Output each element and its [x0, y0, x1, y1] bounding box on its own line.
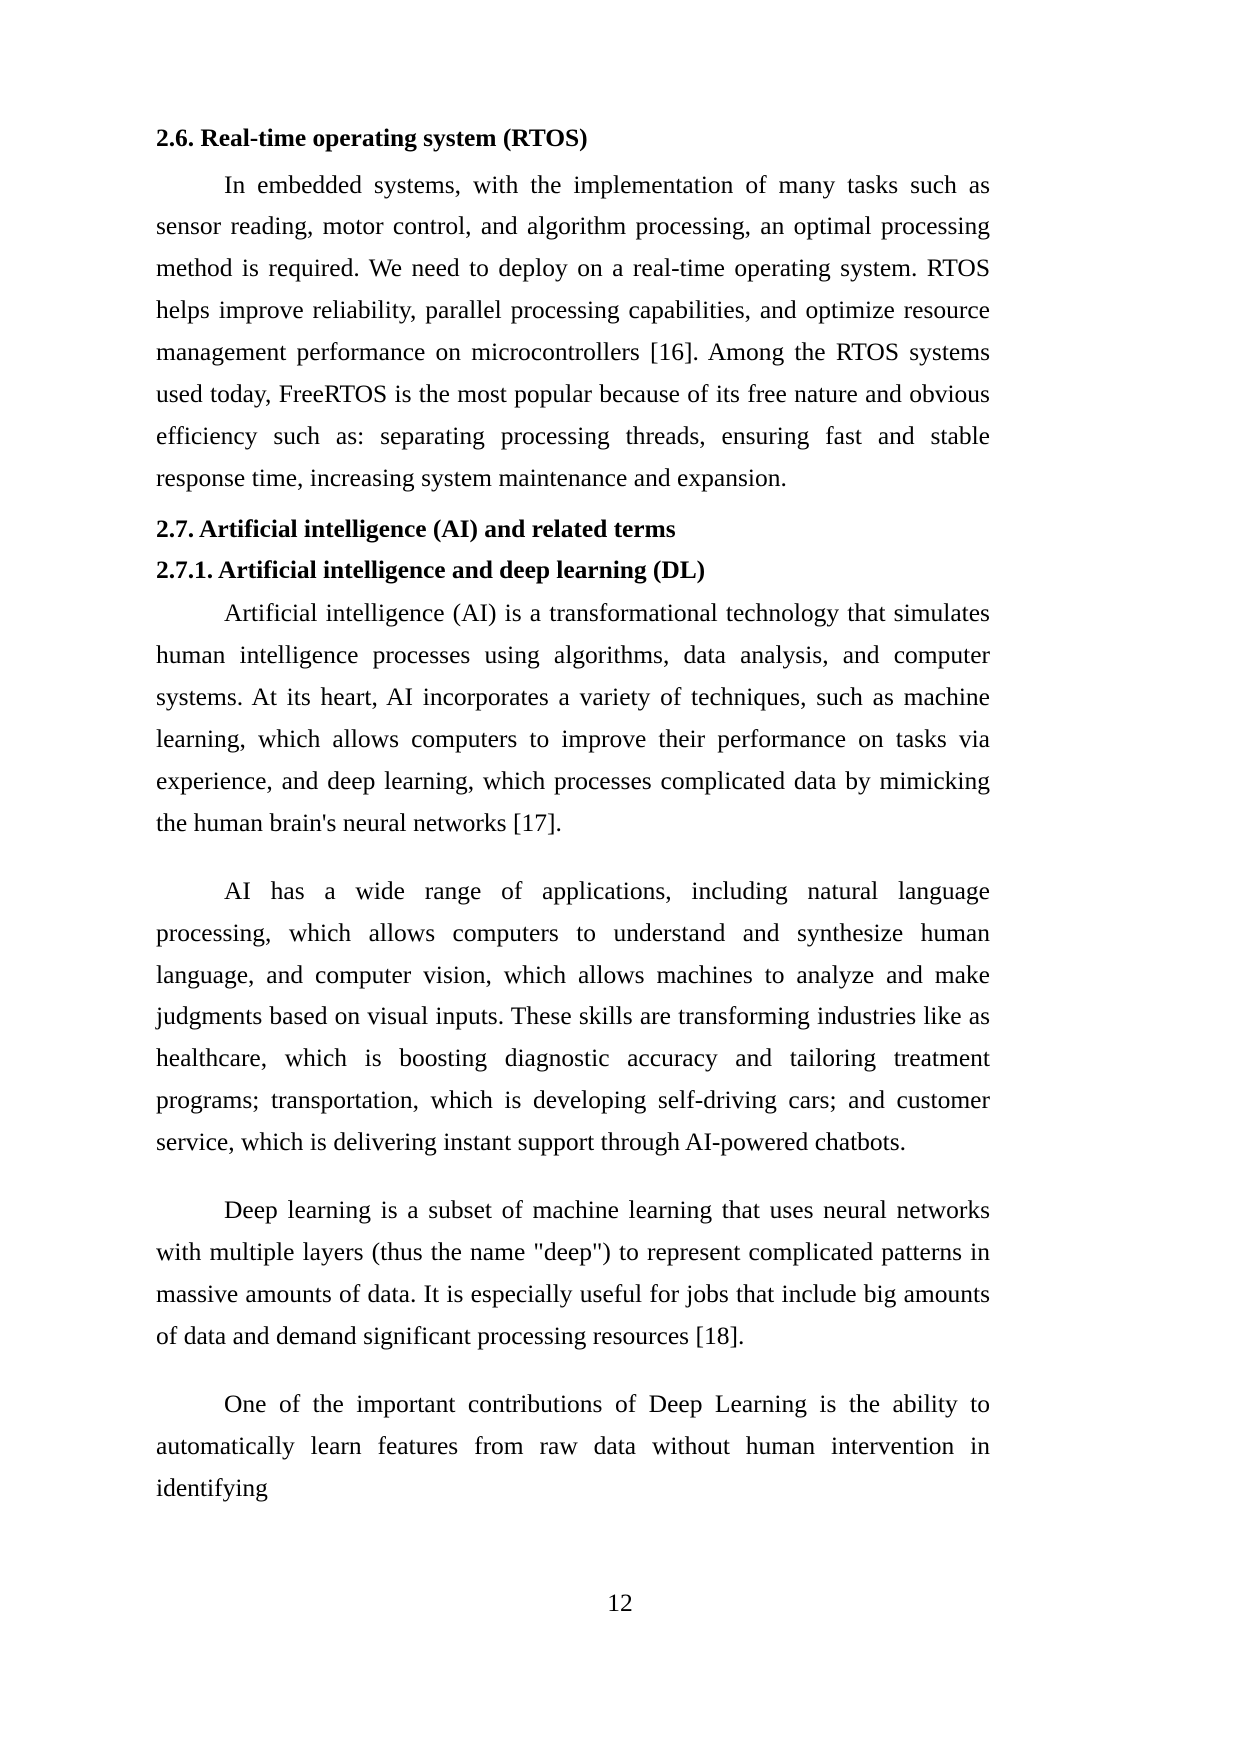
page-number: 12 — [607, 1588, 633, 1617]
heading-section-2-7: 2.7. Artificial intelligence (AI) and related terms — [156, 514, 676, 544]
page-content — [156, 118, 990, 1511]
heading-section-2-7-1: 2.7.1. Artificial intelligence and deep learning (DL) — [156, 554, 706, 584]
paragraph-deep-learning-subset: Deep learning is a subset of machine learning that uses neural networks with multiple layers (thus the name "deep") to represent complicated patterns in massive amounts of data. It is especially useful for jobs that include big amounts of data and demand significant processing resources [18]. — [156, 1195, 990, 1351]
paragraph-ai-definition: Artificial intelligence (AI) is a transformational technology that simulates human intelligence processes using algorithms, data analysis, and computer systems. At its heart, AI incorporates a variety of techniques, such as machine learning, which allows computers to improve their performance on tasks via experience, and deep learning, which processes complicated data by mimicking the human brain's neural networks [17]. — [156, 598, 990, 837]
heading-section-2-6: 2.6. Real-time operating system (RTOS) — [156, 123, 588, 152]
paragraph-ai-applications: AI has a wide range of applications, including natural language processing, which allows computers to understand and synthesize human language, and computer vision, which allows machines to analyze and make judgments based on visual inputs. These skills are transforming industries like as healthcare, which is boosting diagnostic accuracy and tailoring treatment programs; transportation, which is developing self-driving cars; and customer service, which is delivering instant support through AI-powered chatbots. — [156, 875, 990, 1157]
paragraph-rtos: In embedded systems, with the implementation of many tasks such as sensor reading, motor control, and algorithm processing, an optimal processing method is required. We need to deploy on a real-time operating system. RTOS helps improve reliability, parallel processing capabilities, and optimize resource management performance on microcontrollers [16]. Among the RTOS systems used today, FreeRTOS is the most popular because of its free nature and obvious efficiency such as: separating processing threads, ensuring fast and stable response time, increasing system maintenance and expansion. — [156, 169, 990, 493]
paragraph-deep-learning-contribution: One of the important contributions of Deep Learning is the ability to automatically learn features from raw data without human intervention in identifying — [156, 1388, 990, 1502]
